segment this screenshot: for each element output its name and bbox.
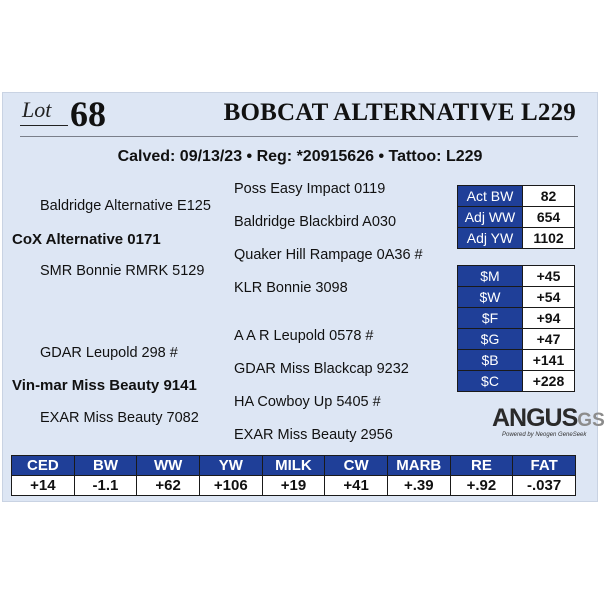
epd-header: CED [12,456,75,476]
epd-value: -.037 [513,476,576,496]
weight-label: Adj WW [458,207,523,228]
weight-value: 82 [523,186,575,207]
epd-header: RE [450,456,513,476]
index-row [458,350,575,371]
epd-value: +62 [137,476,200,496]
index-row [458,308,575,329]
epd-value: +19 [262,476,325,496]
pedigree-dam-sire: GDAR Leupold 298 # [40,345,178,361]
index-row [458,371,575,392]
index-value: +228 [523,371,575,392]
pedigree-dam-dam-sire: HA Cowboy Up 5405 # [234,394,381,410]
index-label: $C [458,371,523,392]
pedigree-sire-sire-dam: Baldridge Blackbird A030 [234,214,397,230]
epd-header: MILK [262,456,325,476]
weight-label: Adj YW [458,228,523,249]
animal-name: BOBCAT ALTERNATIVE L229 [223,99,576,126]
pedigree-sire-dam-dam: KLR Bonnie 3098 [234,280,348,296]
pedigree-dam-sire-sire: A A R Leupold 0578 # [234,328,374,344]
epd-header: WW [137,456,200,476]
header-divider [20,136,578,137]
weight-row [458,228,575,249]
epd-header: YW [199,456,262,476]
index-row [458,329,575,350]
index-label: $F [458,308,523,329]
index-row [458,266,575,287]
pedigree-dam-sire-dam: GDAR Miss Blackcap 9232 [234,361,409,377]
pedigree-sire: CoX Alternative 0171 [12,231,161,248]
epd-value: +14 [12,476,75,496]
index-value: +45 [523,266,575,287]
epd-header: MARB [387,456,450,476]
epd-value: +.39 [387,476,450,496]
lot-number: 68 [70,94,106,134]
pedigree-sire-dam-sire: Quaker Hill Rampage 0A36 # [234,247,423,263]
index-label: $W [458,287,523,308]
epd-header: CW [325,456,388,476]
index-table [457,265,575,392]
epd-header: BW [74,456,137,476]
angus-logo-text: ANGUS [492,404,578,432]
angus-gs-logo [492,404,605,433]
weight-row [458,186,575,207]
pedigree-sire-sire: Baldridge Alternative E125 [40,198,211,214]
index-value: +141 [523,350,575,371]
weight-row [458,207,575,228]
epd-value: +106 [199,476,262,496]
animal-details: Calved: 09/13/23 • Reg: *20915626 • Tattoo: L229 [117,148,483,165]
pedigree-dam-dam-dam: EXAR Miss Beauty 2956 [234,427,393,443]
pedigree-dam-dam: EXAR Miss Beauty 7082 [40,410,199,426]
weight-value: 1102 [523,228,575,249]
index-label: $G [458,329,523,350]
index-value: +94 [523,308,575,329]
weights-table [457,185,575,249]
weight-label: Act BW [458,186,523,207]
pedigree-sire-sire-sire: Poss Easy Impact 0119 [234,181,386,197]
epd-header: FAT [513,456,576,476]
epd-value: -1.1 [74,476,137,496]
pedigree-dam: Vin-mar Miss Beauty 9141 [12,377,197,394]
epd-value-row [12,476,576,496]
epd-value: +41 [325,476,388,496]
weight-value: 654 [523,207,575,228]
index-value: +54 [523,287,575,308]
epd-value: +.92 [450,476,513,496]
index-label: $B [458,350,523,371]
angus-logo-suffix: GS [577,410,605,431]
epd-header-row [12,456,576,476]
index-row [458,287,575,308]
index-value: +47 [523,329,575,350]
logo-tagline: Powered by Neogen GeneSeek [502,432,587,438]
pedigree-sire-dam: SMR Bonnie RMRK 5129 [40,263,205,279]
lot-underline [20,125,68,126]
epd-table [11,455,576,496]
index-label: $M [458,266,523,287]
lot-label: Lot [22,97,52,122]
